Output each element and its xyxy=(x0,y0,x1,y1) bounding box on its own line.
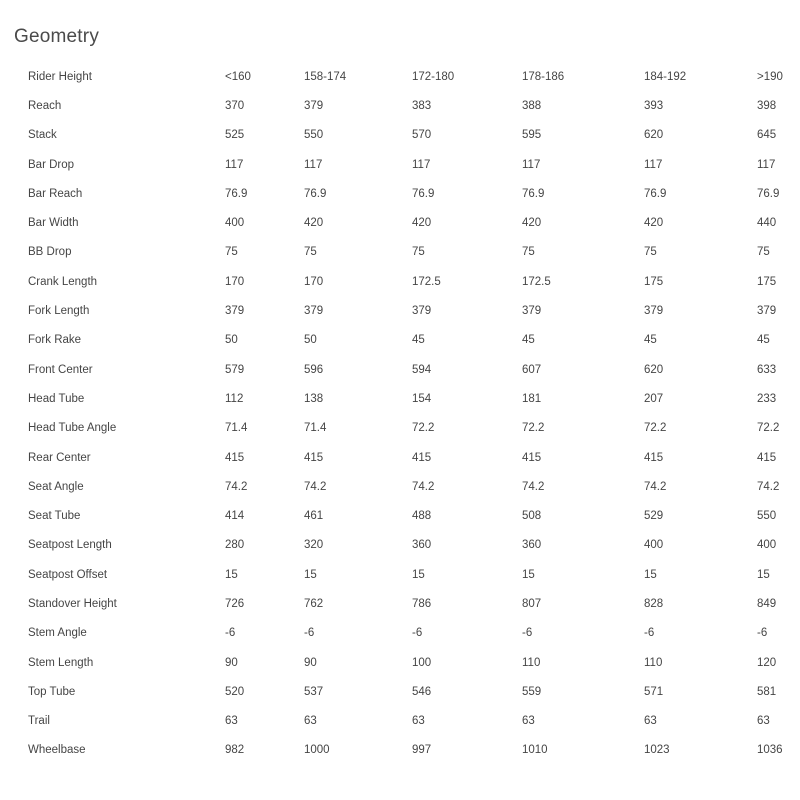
value-cell: 415 xyxy=(644,451,664,464)
value-cell: 170 xyxy=(225,275,245,288)
value-cell: -6 xyxy=(304,627,315,640)
value-cell: 170 xyxy=(304,275,324,288)
page-title: Geometry xyxy=(14,26,100,47)
value-cell: 63 xyxy=(225,715,238,728)
value-cell: 393 xyxy=(644,99,664,112)
value-cell: 71.4 xyxy=(304,422,327,435)
value-cell: 360 xyxy=(412,539,432,552)
row-label: Bar Width xyxy=(28,217,79,230)
row-label: Seat Angle xyxy=(28,480,84,493)
value-cell: 154 xyxy=(412,392,432,405)
value-cell: 76.9 xyxy=(757,187,780,200)
value-cell: 420 xyxy=(412,217,432,230)
value-cell: 370 xyxy=(225,99,245,112)
value-cell: 1036 xyxy=(757,744,783,757)
row-label: Reach xyxy=(28,99,62,112)
value-cell: 400 xyxy=(225,217,245,230)
row-label: Crank Length xyxy=(28,275,98,288)
value-cell: 1010 xyxy=(522,744,548,757)
value-cell: 90 xyxy=(304,656,317,669)
value-cell: 117 xyxy=(412,158,431,171)
value-cell: -6 xyxy=(225,627,236,640)
value-cell: 383 xyxy=(412,99,432,112)
table-row xyxy=(0,472,800,501)
column-header: >190 xyxy=(757,70,783,83)
value-cell: 74.2 xyxy=(644,480,667,493)
value-cell: 1000 xyxy=(304,744,330,757)
table-row xyxy=(0,179,800,208)
value-cell: 1023 xyxy=(644,744,670,757)
value-cell: 379 xyxy=(522,305,542,318)
table-row xyxy=(0,560,800,589)
row-label: Head Tube Angle xyxy=(28,422,117,435)
value-cell: 520 xyxy=(225,685,245,698)
table-row xyxy=(0,121,800,150)
table-row xyxy=(0,414,800,443)
geometry-table xyxy=(0,62,800,765)
value-cell: 63 xyxy=(522,715,535,728)
value-cell: 550 xyxy=(757,510,777,523)
value-cell: 75 xyxy=(225,246,238,259)
table-row xyxy=(0,384,800,413)
value-cell: 76.9 xyxy=(644,187,667,200)
value-cell: 15 xyxy=(644,568,657,581)
value-cell: 117 xyxy=(522,158,541,171)
value-cell: 74.2 xyxy=(522,480,545,493)
value-cell: 379 xyxy=(304,305,324,318)
row-label: Head Tube xyxy=(28,392,85,405)
value-cell: 420 xyxy=(644,217,664,230)
page xyxy=(0,26,800,800)
table-row xyxy=(0,355,800,384)
value-cell: 596 xyxy=(304,363,324,376)
value-cell: 172.5 xyxy=(522,275,551,288)
value-cell: 762 xyxy=(304,597,324,610)
value-cell: 75 xyxy=(644,246,657,259)
row-label: Bar Reach xyxy=(28,187,83,200)
value-cell: 72.2 xyxy=(412,422,435,435)
value-cell: 175 xyxy=(757,275,777,288)
table-row xyxy=(0,326,800,355)
value-cell: 607 xyxy=(522,363,542,376)
table-row xyxy=(0,208,800,237)
row-label: Stem Length xyxy=(28,656,94,669)
value-cell: 175 xyxy=(644,275,664,288)
column-header: 178-186 xyxy=(522,70,565,83)
table-row xyxy=(0,531,800,560)
column-header: <160 xyxy=(225,70,251,83)
value-cell: 117 xyxy=(644,158,663,171)
value-cell: 570 xyxy=(412,129,432,142)
value-cell: 420 xyxy=(522,217,542,230)
value-cell: 117 xyxy=(757,158,776,171)
value-cell: 120 xyxy=(757,656,777,669)
table-row xyxy=(0,296,800,325)
value-cell: 360 xyxy=(522,539,542,552)
value-cell: 75 xyxy=(522,246,535,259)
value-cell: 138 xyxy=(304,392,324,405)
value-cell: 849 xyxy=(757,597,777,610)
value-cell: 400 xyxy=(757,539,777,552)
value-cell: 415 xyxy=(522,451,542,464)
value-cell: 786 xyxy=(412,597,432,610)
row-label: Wheelbase xyxy=(28,744,86,757)
value-cell: 581 xyxy=(757,685,777,698)
row-label: BB Drop xyxy=(28,246,72,259)
value-cell: 440 xyxy=(757,217,777,230)
table-row xyxy=(0,443,800,472)
value-cell: 398 xyxy=(757,99,777,112)
value-cell: 414 xyxy=(225,510,245,523)
row-label: Seatpost Offset xyxy=(28,568,108,581)
value-cell: -6 xyxy=(412,627,423,640)
value-cell: 15 xyxy=(757,568,770,581)
value-cell: 50 xyxy=(304,334,317,347)
value-cell: 63 xyxy=(757,715,770,728)
value-cell: 415 xyxy=(412,451,432,464)
value-cell: 75 xyxy=(412,246,425,259)
value-cell: 90 xyxy=(225,656,238,669)
value-cell: 110 xyxy=(522,656,541,669)
value-cell: 45 xyxy=(757,334,770,347)
value-cell: 595 xyxy=(522,129,542,142)
value-cell: 379 xyxy=(304,99,324,112)
value-cell: 112 xyxy=(225,392,244,405)
row-label: Standover Height xyxy=(28,597,117,610)
value-cell: 420 xyxy=(304,217,324,230)
table-row xyxy=(0,91,800,120)
value-cell: 76.9 xyxy=(522,187,545,200)
column-header: 158-174 xyxy=(304,70,347,83)
value-cell: 633 xyxy=(757,363,777,376)
value-cell: 110 xyxy=(644,656,663,669)
value-cell: 75 xyxy=(757,246,770,259)
row-label: Seat Tube xyxy=(28,510,81,523)
value-cell: 415 xyxy=(225,451,245,464)
table-row xyxy=(0,589,800,618)
value-cell: 15 xyxy=(412,568,425,581)
value-cell: 76.9 xyxy=(304,187,327,200)
row-label: Fork Length xyxy=(28,305,90,318)
value-cell: 982 xyxy=(225,744,245,757)
table-row xyxy=(0,501,800,530)
value-cell: 546 xyxy=(412,685,432,698)
value-cell: 63 xyxy=(304,715,317,728)
table-header-row xyxy=(0,62,800,91)
value-cell: 74.2 xyxy=(757,480,780,493)
value-cell: 72.2 xyxy=(522,422,545,435)
value-cell: 379 xyxy=(225,305,245,318)
value-cell: 415 xyxy=(757,451,777,464)
value-cell: 100 xyxy=(412,656,432,669)
row-label: Top Tube xyxy=(28,685,76,698)
row-label: Trail xyxy=(28,715,50,728)
row-label: Rear Center xyxy=(28,451,91,464)
value-cell: 620 xyxy=(644,363,664,376)
row-label: Fork Rake xyxy=(28,334,82,347)
value-cell: 828 xyxy=(644,597,664,610)
value-cell: 997 xyxy=(412,744,432,757)
value-cell: 207 xyxy=(644,392,664,405)
value-cell: 72.2 xyxy=(644,422,667,435)
row-label: Bar Drop xyxy=(28,158,75,171)
value-cell: 15 xyxy=(304,568,317,581)
value-cell: 508 xyxy=(522,510,542,523)
value-cell: 525 xyxy=(225,129,245,142)
value-cell: 461 xyxy=(304,510,324,523)
value-cell: 172.5 xyxy=(412,275,441,288)
value-cell: 807 xyxy=(522,597,542,610)
value-cell: 45 xyxy=(522,334,535,347)
value-cell: 117 xyxy=(304,158,323,171)
value-cell: 74.2 xyxy=(412,480,435,493)
value-cell: 50 xyxy=(225,334,238,347)
value-cell: 280 xyxy=(225,539,245,552)
value-cell: 415 xyxy=(304,451,324,464)
value-cell: 63 xyxy=(412,715,425,728)
value-cell: -6 xyxy=(644,627,655,640)
table-row xyxy=(0,707,800,736)
value-cell: 579 xyxy=(225,363,245,376)
value-cell: 74.2 xyxy=(225,480,248,493)
value-cell: 117 xyxy=(225,158,244,171)
value-cell: 45 xyxy=(644,334,657,347)
value-cell: 72.2 xyxy=(757,422,780,435)
value-cell: 233 xyxy=(757,392,777,405)
value-cell: 320 xyxy=(304,539,324,552)
value-cell: 76.9 xyxy=(412,187,435,200)
table-row xyxy=(0,736,800,765)
row-label: Stack xyxy=(28,129,57,142)
row-label: Stem Angle xyxy=(28,627,87,640)
value-cell: 488 xyxy=(412,510,432,523)
value-cell: 537 xyxy=(304,685,324,698)
value-cell: 379 xyxy=(644,305,664,318)
value-cell: 388 xyxy=(522,99,542,112)
value-cell: 550 xyxy=(304,129,324,142)
value-cell: 15 xyxy=(225,568,238,581)
table-row xyxy=(0,677,800,706)
row-label: Front Center xyxy=(28,363,93,376)
value-cell: 620 xyxy=(644,129,664,142)
value-cell: 645 xyxy=(757,129,777,142)
column-header: 172-180 xyxy=(412,70,455,83)
value-cell: -6 xyxy=(757,627,768,640)
table-row xyxy=(0,238,800,267)
table-row xyxy=(0,267,800,296)
value-cell: 76.9 xyxy=(225,187,248,200)
value-cell: 594 xyxy=(412,363,432,376)
value-cell: 71.4 xyxy=(225,422,248,435)
column-header: 184-192 xyxy=(644,70,687,83)
value-cell: 400 xyxy=(644,539,664,552)
value-cell: 74.2 xyxy=(304,480,327,493)
value-cell: 379 xyxy=(757,305,777,318)
table-row xyxy=(0,648,800,677)
header-row-label: Rider Height xyxy=(28,70,92,83)
value-cell: 726 xyxy=(225,597,245,610)
value-cell: -6 xyxy=(522,627,533,640)
value-cell: 15 xyxy=(522,568,535,581)
value-cell: 181 xyxy=(522,392,542,405)
value-cell: 45 xyxy=(412,334,425,347)
table-row xyxy=(0,150,800,179)
value-cell: 559 xyxy=(522,685,542,698)
value-cell: 529 xyxy=(644,510,664,523)
table-row xyxy=(0,619,800,648)
value-cell: 571 xyxy=(644,685,664,698)
value-cell: 75 xyxy=(304,246,317,259)
value-cell: 379 xyxy=(412,305,432,318)
value-cell: 63 xyxy=(644,715,657,728)
row-label: Seatpost Length xyxy=(28,539,112,552)
